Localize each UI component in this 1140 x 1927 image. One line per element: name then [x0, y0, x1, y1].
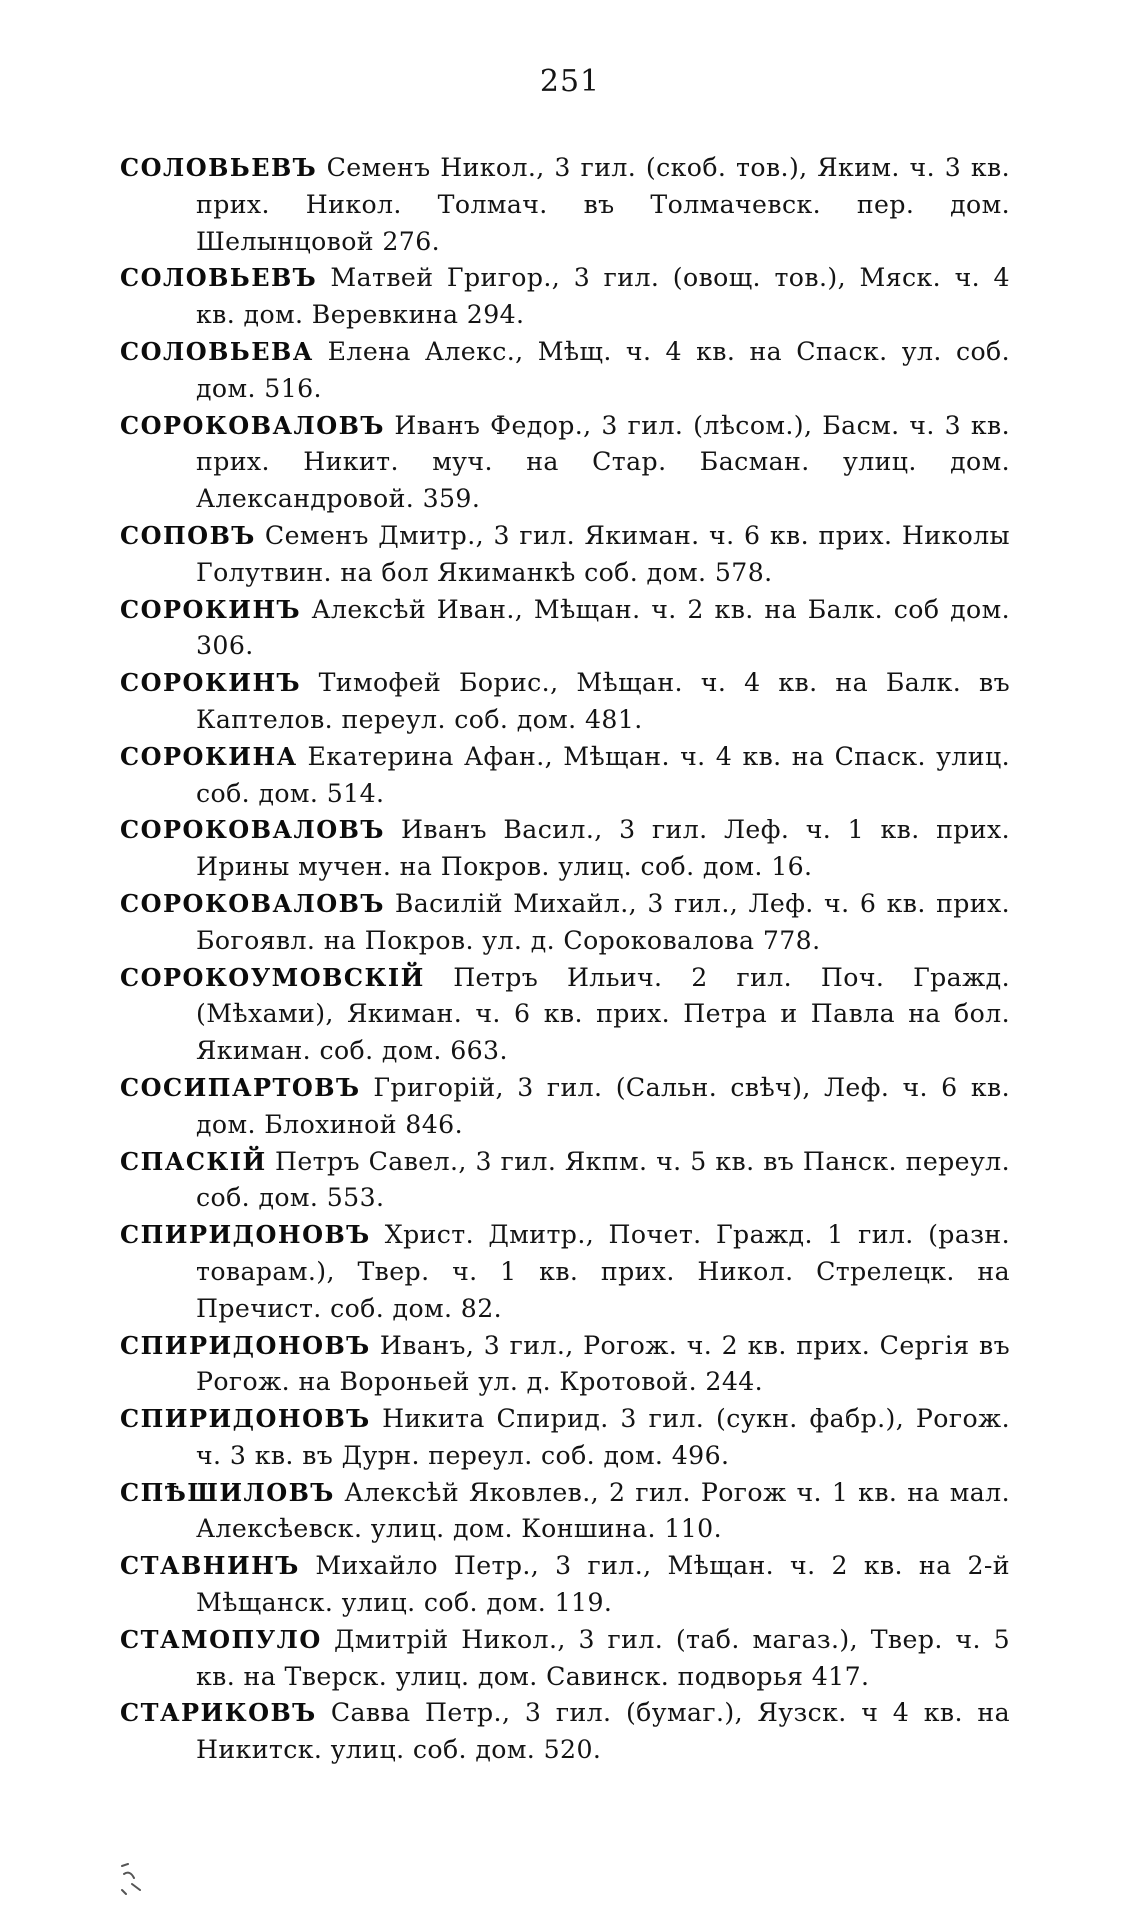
entry-surname: СТАРИКОВЪ	[120, 1698, 317, 1728]
page-number: 251	[539, 64, 601, 99]
entry-details: Никита Спирид. 3 гил. (сукн. фабр.), Рогож. ч. 3 кв. въ Дурн. переул. соб. дом. 496.	[196, 1404, 1010, 1470]
entry-details: Елена Алекс., Мѣщ. ч. 4 кв. на Спаск. ул. соб. дом. 516.	[196, 336, 1010, 403]
directory-entry	[120, 592, 1010, 666]
entry-details: Григорій, 3 гил. (Сальн. свѣч), Леф. ч. 6 кв. дом. Блохиной 846.	[196, 1072, 1010, 1139]
entry-surname: СОРОКОВАЛОВЪ	[120, 410, 385, 440]
directory-entries	[120, 150, 1010, 1769]
entry-surname: СОРОКИНЪ	[120, 594, 302, 624]
entry-details: Иванъ Васил., 3 гил. Леф. ч. 1 кв. прих. Ирины мучен. на Покров. улиц. соб. дом. 16.	[196, 815, 1010, 882]
entry-surname: СОРОКОУМОВСКІЙ	[120, 962, 425, 992]
entry-surname: СОРОКИНЪ	[120, 668, 302, 698]
directory-entry	[120, 1144, 1010, 1218]
directory-entry	[120, 665, 1010, 739]
entry-surname: СОЛОВЬЕВЪ	[120, 153, 318, 182]
directory-entry	[120, 1217, 1010, 1327]
directory-entry	[120, 1401, 1010, 1475]
directory-entry	[120, 260, 1010, 334]
directory-entry	[120, 408, 1010, 518]
entry-details: Василій Михайл., 3 гил., Леф. ч. 6 кв. прих. Богоявл. на Покров. ул. д. Сороковалова 778.	[196, 888, 1010, 955]
entry-surname: СОРОКОВАЛОВЪ	[120, 815, 385, 845]
entry-surname: СОЛОВЬЕВЪ	[120, 263, 318, 293]
directory-entry	[120, 812, 1010, 886]
entry-details: Алексѣй Иван., Мѣщан. ч. 2 кв. на Балк. соб дом. 306.	[196, 594, 1010, 661]
entry-surname: СОПОВЪ	[120, 520, 256, 550]
entry-details: Иванъ Федор., 3 гил. (лѣсом.), Басм. ч. 3 кв. прих. Никит. муч. на Стар. Басман. улиц. дом. Александровой. 359.	[196, 410, 1010, 514]
entry-details: Алексѣй Яковлев., 2 гил. Рогож ч. 1 кв. на мал. Алексѣевск. улиц. дом. Коншина. 110.	[196, 1477, 1010, 1544]
entry-details: Семенъ Никол., 3 гил. (скоб. тов.), Яким. ч. 3 кв. прих. Никол. Толмач. въ Толмачевск. пер. дом. Шелынцовой 276.	[196, 153, 1010, 256]
entry-surname: СОЛОВЬЕВА	[120, 336, 314, 366]
entry-surname: СОСИПАРТОВЪ	[120, 1072, 361, 1102]
entry-surname: СПИРИДОНОВЪ	[120, 1330, 371, 1360]
directory-entry	[120, 1328, 1010, 1402]
directory-entry	[120, 334, 1010, 408]
entry-surname: СПѢШИЛОВЪ	[120, 1477, 335, 1507]
entry-details: Петръ Савел., 3 гил. Якпм. ч. 5 кв. въ Панск. переул. соб. дом. 553.	[196, 1146, 1010, 1213]
entry-surname: СПИРИДОНОВЪ	[120, 1220, 371, 1250]
entry-surname: СПИРИДОНОВЪ	[120, 1404, 371, 1434]
directory-entry	[120, 739, 1010, 813]
directory-entry	[120, 1475, 1010, 1549]
entry-details: Семенъ Дмитр., 3 гил. Якиман. ч. 6 кв. прих. Николы Голутвин. на бол Якиманкѣ соб. дом. 578.	[196, 520, 1011, 587]
entry-surname: СТАМОПУЛО	[120, 1624, 322, 1654]
entry-details: Михайло Петр., 3 гил., Мѣщан. ч. 2 кв. на 2-й Мѣщанск. улиц. соб. дом. 119.	[196, 1551, 1010, 1618]
ink-smudge-mark	[118, 1860, 166, 1900]
directory-entry	[120, 1070, 1010, 1144]
entry-details: Петръ Ильич. 2 гил. Поч. Гражд. (Мѣхами), Якиман. ч. 6 кв. прих. Петра и Павла на бол. Якиман. соб. дом. 663.	[196, 962, 1010, 1066]
directory-entry	[120, 886, 1010, 960]
entry-surname: СТАВНИНЪ	[120, 1551, 300, 1581]
entry-surname: СПАСКІЙ	[120, 1146, 267, 1176]
directory-entry	[120, 1622, 1010, 1696]
directory-entry	[120, 518, 1010, 592]
entry-details: Христ. Дмитр., Почет. Гражд. 1 гил. (разн. товарам.), Твер. ч. 1 кв. прих. Никол. Стрелецк. на Пречист. соб. дом. 82.	[196, 1220, 1010, 1323]
entry-details: Иванъ, 3 гил., Рогож. ч. 2 кв. прих. Сергія въ Рогож. на Вороньей ул. д. Кротовой. 244.	[196, 1330, 1010, 1397]
directory-entry	[120, 960, 1010, 1070]
entry-details: Дмитрій Никол., 3 гил. (таб. магаз.), Твер. ч. 5 кв. на Тверск. улиц. дом. Савинск. подворья 417.	[196, 1624, 1010, 1691]
entry-surname: СОРОКОВАЛОВЪ	[120, 888, 385, 918]
directory-entry	[120, 150, 1010, 260]
entry-details: Савва Петр., 3 гил. (бумаг.), Яузск. ч 4 кв. на Никитск. улиц. соб. дом. 520.	[196, 1698, 1010, 1765]
entry-details: Матвей Григор., 3 гил. (овощ. тов.), Мяск. ч. 4 кв. дом. Веревкина 294.	[196, 263, 1010, 330]
entry-details: Екатерина Афан., Мѣщан. ч. 4 кв. на Спаск. улиц. соб. дом. 514.	[196, 741, 1010, 808]
entry-surname: СОРОКИНА	[120, 741, 298, 771]
directory-entry	[120, 1695, 1010, 1769]
entry-details: Тимофей Борис., Мѣщан. ч. 4 кв. на Балк. въ Каптелов. переул. соб. дом. 481.	[196, 668, 1010, 734]
directory-entry	[120, 1548, 1010, 1622]
